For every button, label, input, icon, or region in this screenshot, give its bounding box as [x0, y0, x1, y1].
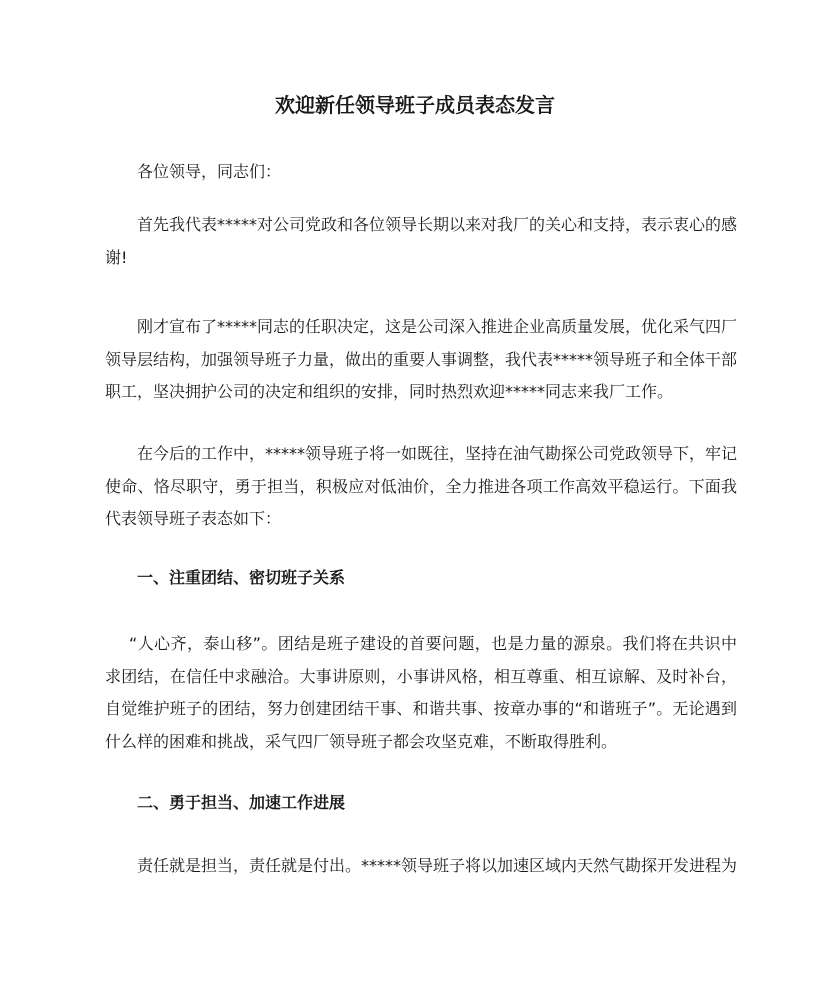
text-line: 领导层结构，加强领导班子力量，做出的重要人事调整，我代表*****领导班子和全体干部: [105, 349, 738, 369]
text-line: “人心齐，泰山移”。团结是班子建设的首要问题，也是力量的源泉。我们将在共识中: [129, 634, 737, 653]
text-line: 在今后的工作中，*****领导班子将一如既往，坚持在油气勘探公司党政领导下，牢记: [137, 444, 738, 463]
salutation: [105, 156, 737, 189]
text-line: 职工，坚决拥护公司的决定和组织的安排，同时热烈欢迎*****同志来我厂工作。: [105, 382, 674, 402]
text-line: 责任就是担当，责任就是付出。*****领导班子将以加速区域内天然气勘探开发进程为: [137, 856, 738, 875]
text-line: 什么样的困难和挑战，采气四厂领导班子都会攻坚克难，不断取得胜利。: [105, 731, 618, 751]
paragraph-future-work: [105, 438, 737, 536]
text-line: 使命、恪尽职守，勇于担当，积极应对低油价，全力推进各项工作高效平稳运行。下面我: [105, 476, 737, 496]
section-heading-2: [105, 787, 737, 820]
text-line: 首先我代表*****对公司党政和各位领导长期以来对我厂的关心和支持，表示衷心的感: [137, 215, 738, 234]
paragraph-unity: [105, 628, 737, 758]
paragraph-appointment: [105, 311, 737, 409]
text-line: 自觉维护班子的团结，努力创建团结干事、和谐共事、按章办事的“和谐班子”。无论遇到: [105, 699, 737, 719]
text-line: 各位领导，同志们：: [137, 162, 282, 181]
paragraph-thanks: [105, 209, 737, 274]
text-line: 一、注重团结、密切班子关系: [137, 568, 346, 587]
document-title: 欢迎新任领导班子成员表态发言: [275, 93, 555, 117]
text-line: 刚才宣布了*****同志的任职决定，这是公司深入推进企业高质量发展，优化采气四厂: [137, 317, 738, 336]
text-line: 二、勇于担当、加速工作进展: [137, 793, 346, 812]
section-heading-1: [105, 562, 737, 595]
text-line: 代表领导班子表态如下：: [105, 509, 282, 529]
text-line: 求团结，在信任中求融洽。大事讲原则，小事讲风格，相互尊重、相互谅解、及时补台，: [105, 666, 737, 686]
paragraph-responsibility: [105, 850, 737, 883]
text-line: 谢!: [105, 247, 128, 267]
